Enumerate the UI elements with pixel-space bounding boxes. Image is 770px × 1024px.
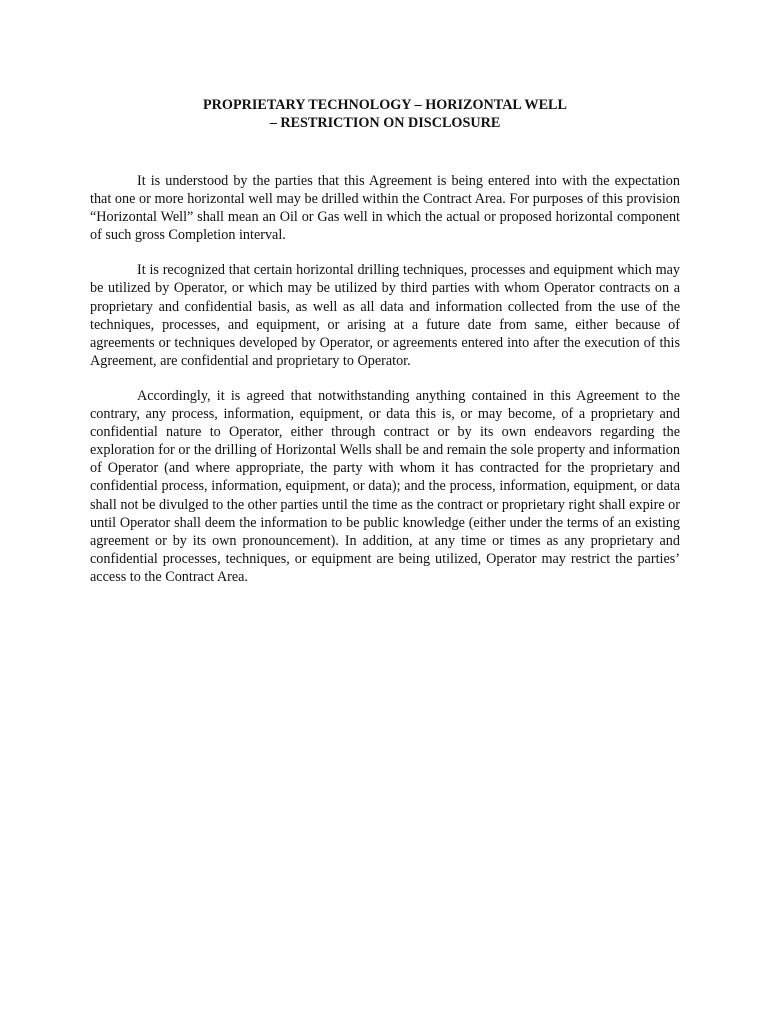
paragraph-agreement: Accordingly, it is agreed that notwithstanding anything contained in this Agreement to the contrary, any process, information, equipment, or data this is, or may become, of a proprietary and confidential nature to Operator, either through contract or by its own endeavors regarding the exploration for or the drilling of Horizontal Wells shall be and remain the sole property and information of Operator (and where appropriate, the party with whom it has contracted for the proprietary and confidential process, information, equipment, or data); and the process, information, equipment, or data shall not be divulged to the other parties until the time as the contract or proprietary right shall expire or until Operator shall deem the information to be public knowledge (either under the terms of an existing agreement or by its own pronouncement). In addition, at any time or times as any proprietary and confidential processes, techniques, or equipment are being utilized, Operator may restrict the parties’ access to the Contract Area. — [90, 387, 680, 585]
paragraph-understanding: It is understood by the parties that this Agreement is being entered into with the expectation that one or more horizontal well may be drilled within the Contract Area. For purposes of this provision “Horizontal Well” shall mean an Oil or Gas well in which the actual or proposed horizontal component of such gross Completion interval. — [90, 173, 680, 244]
document-title-line-1: PROPRIETARY TECHNOLOGY – HORIZONTAL WELL — [203, 97, 567, 113]
document-page — [90, 96, 680, 586]
document-title-line-2: – RESTRICTION ON DISCLOSURE — [269, 115, 501, 131]
paragraph-recognition: It is recognized that certain horizontal drilling techniques, processes and equipment which may be utilized by Operator, or which may be utilized by third parties with whom Operator contracts on a proprietary and confidential basis, as well as all data and information collected from the use of the techniques, processes, and equipment, or arising at a future date from same, either because of agreements or techniques developed by Operator, or agreements entered into after the execution of this Agreement, are confidential and proprietary to Operator. — [90, 262, 680, 369]
document-title — [90, 96, 680, 132]
